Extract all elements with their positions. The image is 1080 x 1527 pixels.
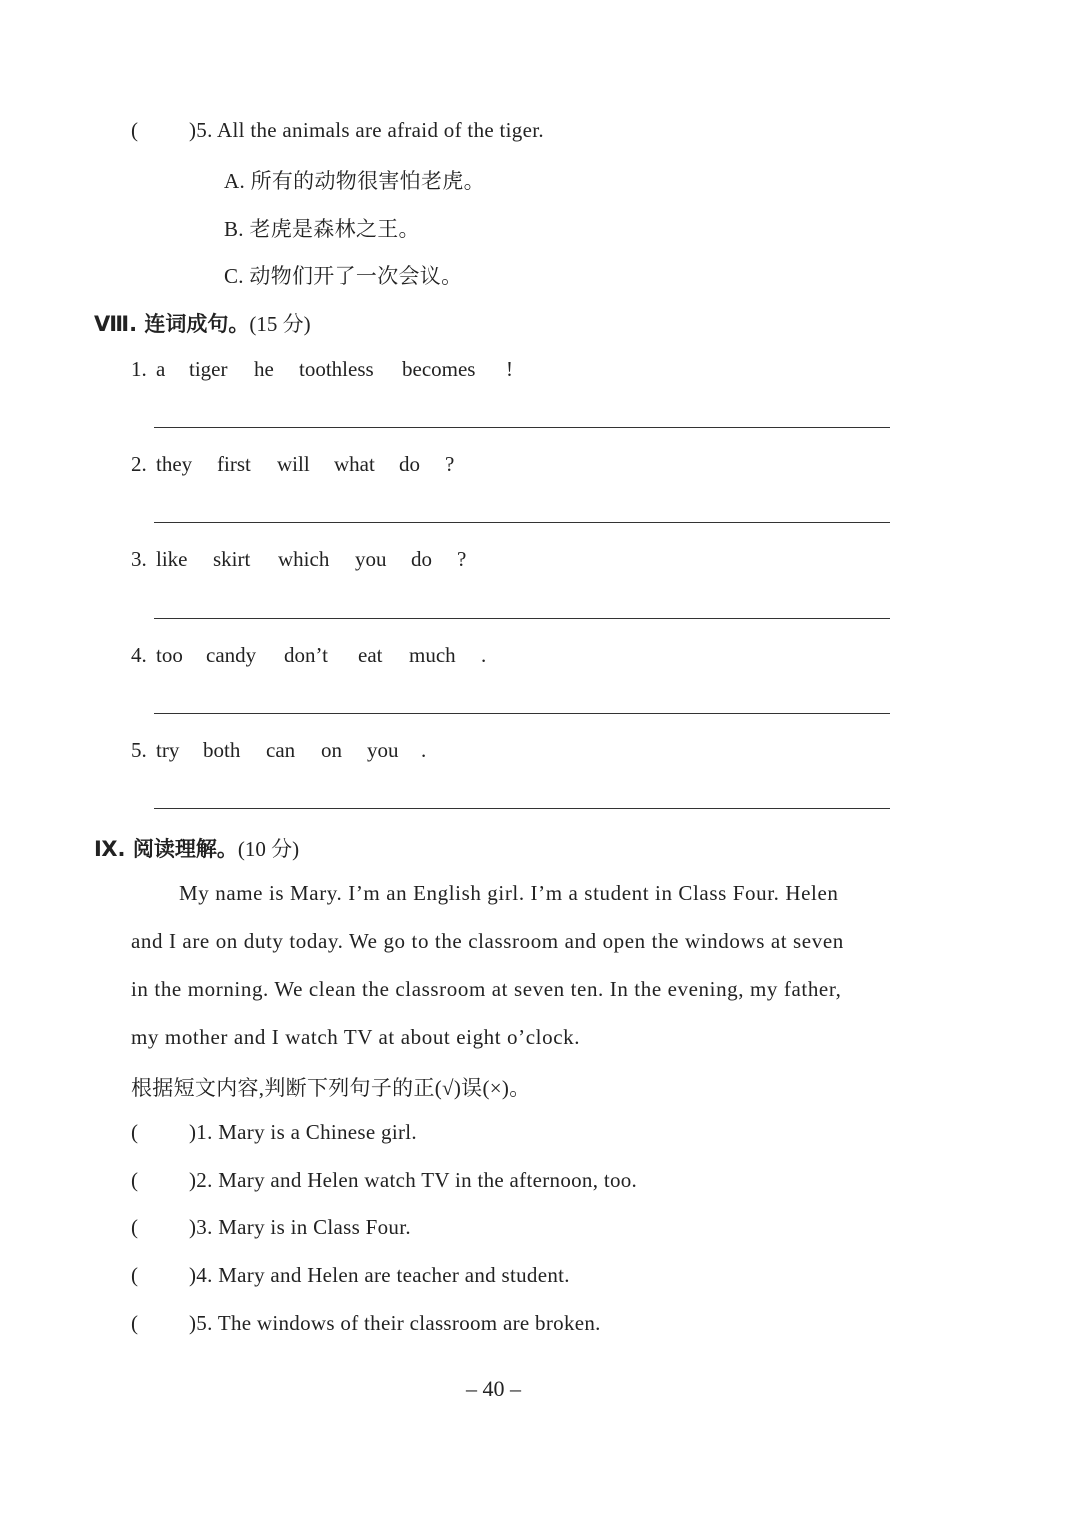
- scrambled-word: candy: [206, 643, 257, 667]
- passage-line: in the morning. We clean the classroom at seven ten. In the evening, my father,: [131, 977, 842, 1001]
- tf-question: )3. Mary is in Class Four.: [189, 1215, 411, 1239]
- scrambled-word: like: [156, 547, 188, 571]
- scrambled-word: try: [156, 738, 180, 762]
- scrambled-punct: ?: [445, 452, 455, 476]
- scrambled-word: skirt: [213, 547, 251, 571]
- scrambled-word: don’t: [284, 643, 328, 667]
- passage-line: my mother and I watch TV at about eight o’clock.: [131, 1025, 581, 1049]
- tf-question: )1. Mary is a Chinese girl.: [189, 1120, 417, 1144]
- answer-paren-open[interactable]: (: [131, 1311, 139, 1335]
- scrambled-word: on: [321, 738, 342, 762]
- section-8-score: (15 分): [249, 312, 311, 336]
- scrambled-word: toothless: [299, 357, 374, 381]
- scrambled-punct: ?: [457, 547, 467, 571]
- scrambled-word: much: [409, 643, 456, 667]
- scrambled-word: you: [367, 738, 399, 762]
- section-8-title: 连词成句。: [144, 312, 250, 336]
- scrambled-punct: !: [506, 357, 513, 381]
- item-number: 5.: [131, 738, 147, 762]
- answer-paren-open[interactable]: (: [131, 1215, 139, 1239]
- item-number: 4.: [131, 643, 147, 667]
- page-number: – 40 –: [466, 1376, 521, 1401]
- scrambled-word: tiger: [189, 357, 228, 381]
- scrambled-punct: .: [421, 738, 427, 762]
- question-stem: )5. All the animals are afraid of the tiger.: [189, 118, 544, 142]
- passage-line: and I are on duty today. We go to the classroom and open the windows at seven: [131, 929, 844, 953]
- scrambled-word: do: [411, 547, 432, 571]
- item-number: 3.: [131, 547, 147, 571]
- section-9-score: (10 分): [237, 837, 300, 861]
- scrambled-word: a: [156, 357, 166, 381]
- scrambled-word: what: [334, 452, 375, 476]
- answer-paren-open[interactable]: (: [131, 1120, 139, 1144]
- option-b: B. 老虎是森林之王。: [224, 217, 420, 241]
- option-a: A. 所有的动物很害怕老虎。: [224, 169, 485, 193]
- answer-paren-open: (: [131, 118, 139, 142]
- scrambled-word: becomes: [402, 357, 476, 381]
- scrambled-word: can: [266, 738, 296, 762]
- answer-line[interactable]: [154, 522, 890, 523]
- item-number: 1.: [131, 357, 147, 381]
- tf-question: )5. The windows of their classroom are broken.: [189, 1311, 601, 1335]
- passage-line: My name is Mary. I’m an English girl. I’m a student in Class Four. Helen: [179, 881, 839, 905]
- item-number: 2.: [131, 452, 147, 476]
- answer-paren-open[interactable]: (: [131, 1263, 139, 1287]
- answer-line[interactable]: [154, 427, 890, 428]
- instruction: 根据短文内容,判断下列句子的正(√)误(×)。: [131, 1076, 531, 1100]
- scrambled-punct: .: [481, 643, 487, 667]
- scrambled-word: he: [254, 357, 274, 381]
- scrambled-word: eat: [358, 643, 383, 667]
- scrambled-word: you: [355, 547, 387, 571]
- tf-question: )2. Mary and Helen watch TV in the afternoon, too.: [189, 1168, 638, 1192]
- answer-line[interactable]: [154, 808, 890, 809]
- answer-line[interactable]: [154, 618, 890, 619]
- section-9-heading: [94, 833, 299, 863]
- tf-question: )4. Mary and Helen are teacher and student.: [189, 1263, 570, 1287]
- section-8-heading: [94, 308, 311, 338]
- answer-line[interactable]: [154, 713, 890, 714]
- scrambled-word: do: [399, 452, 420, 476]
- answer-paren-open[interactable]: (: [131, 1168, 139, 1192]
- section-8-roman: Ⅷ.: [94, 312, 138, 336]
- option-c: C. 动物们开了一次会议。: [224, 264, 463, 288]
- scrambled-word: which: [278, 547, 330, 571]
- scrambled-word: both: [203, 738, 241, 762]
- scrambled-word: too: [156, 643, 183, 667]
- section-9-roman: Ⅸ.: [94, 837, 126, 861]
- scrambled-word: they: [156, 452, 193, 476]
- scrambled-word: will: [277, 452, 310, 476]
- section-9-title: 阅读理解。: [132, 837, 238, 861]
- scrambled-word: first: [217, 452, 251, 476]
